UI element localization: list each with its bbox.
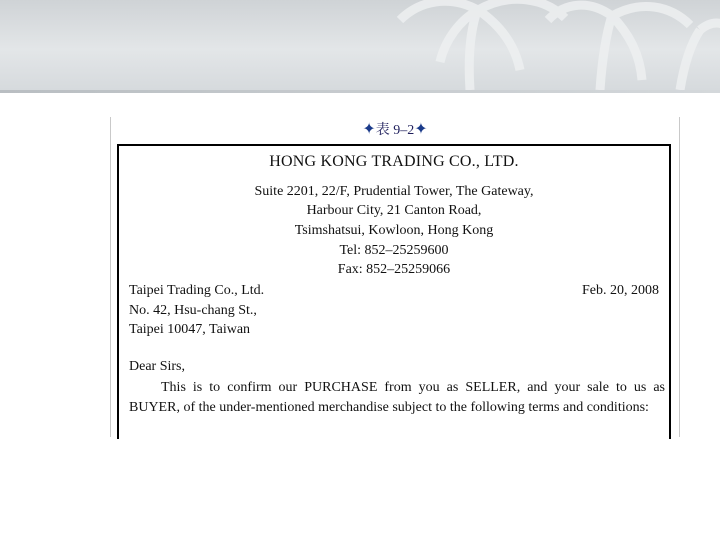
figure-label xyxy=(111,117,679,143)
address-line: Harbour City, 21 Canton Road, xyxy=(306,203,482,218)
letter-body: This is to confirm our PURCHASE from you as SELLER, and your sale to us as BUYER, of the under-mentioned merchandise subject to the following terms and conditions: xyxy=(129,380,665,415)
recipient-line: No. 42, Hsu-chang St., xyxy=(129,303,257,318)
recipient-line: Taipei Trading Co., Ltd. xyxy=(129,283,265,298)
letter-box xyxy=(117,144,671,439)
salutation: Dear Sirs, xyxy=(129,359,185,374)
address-line: Tsimshatsui, Kowloon, Hong Kong xyxy=(294,223,494,238)
header-banner xyxy=(0,0,720,90)
star-icon: ✦ xyxy=(362,121,376,138)
telephone: Tel: 852–25259600 xyxy=(339,243,449,258)
figure-panel xyxy=(110,117,680,437)
star-icon: ✦ xyxy=(414,121,428,138)
company-name: HONG KONG TRADING CO., LTD. xyxy=(269,153,519,170)
recipient-line: Taipei 10047, Taiwan xyxy=(129,322,251,337)
palm-tree-icon xyxy=(0,0,720,90)
figure-label-text: 表 9–2 xyxy=(375,123,415,138)
letter-date: Feb. 20, 2008 xyxy=(582,283,659,298)
banner-divider xyxy=(0,90,720,93)
address-line: Suite 2201, 22/F, Prudential Tower, The Gateway, xyxy=(254,184,534,199)
fax: Fax: 852–25259066 xyxy=(337,262,451,277)
